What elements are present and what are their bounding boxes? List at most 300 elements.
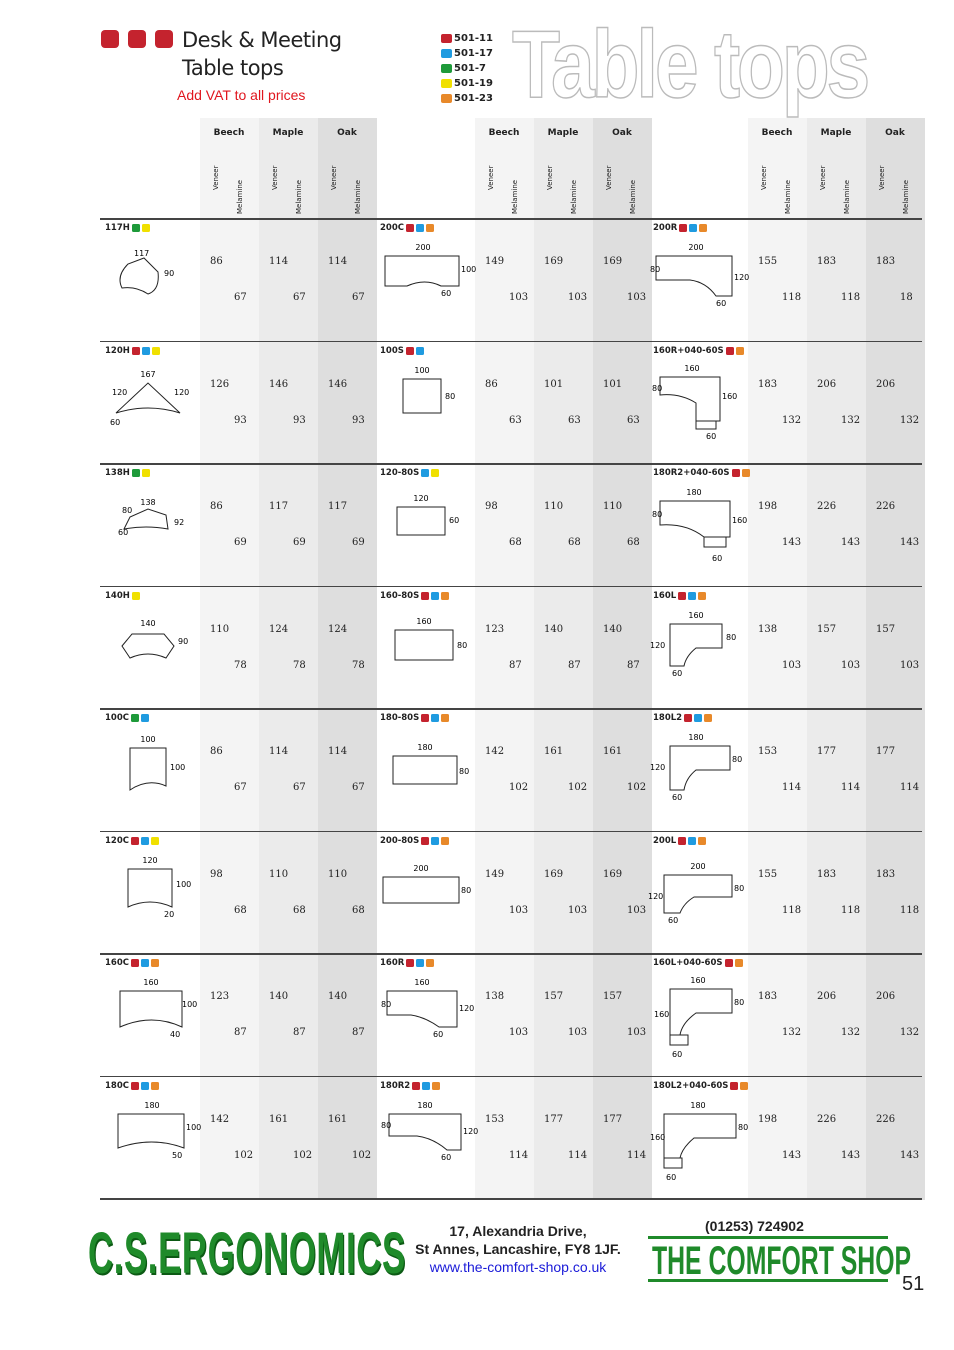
dimension-label: 60 xyxy=(706,431,717,441)
table-shape-diagram xyxy=(377,596,477,696)
veneer-price: 198 xyxy=(758,501,778,512)
veneer-price: 206 xyxy=(876,378,896,390)
finish-header: Veneer xyxy=(271,165,279,190)
melamine-price: 67 xyxy=(293,782,306,793)
product-code-text: 200-80S xyxy=(380,835,420,846)
dimension-label: 60 xyxy=(672,668,683,678)
veneer-price: 226 xyxy=(876,1113,896,1125)
vat-note: Add VAT to all prices xyxy=(177,87,306,103)
dimension-label: 180 xyxy=(690,1100,706,1110)
table-shape-diagram xyxy=(377,228,477,328)
dimension-label: 100 xyxy=(140,735,156,744)
row-divider xyxy=(100,463,922,465)
legend-code: 501-23 xyxy=(454,93,493,104)
shape-cell xyxy=(377,473,477,577)
table-shape-diagram xyxy=(102,228,202,328)
legend-code: 501-17 xyxy=(454,48,493,59)
veneer-price: 153 xyxy=(758,746,778,757)
shape-cell xyxy=(102,718,202,822)
row-divider xyxy=(100,1076,922,1078)
melamine-price: 118 xyxy=(782,904,802,916)
melamine-price: 69 xyxy=(352,537,365,548)
dimension-label: 180 xyxy=(688,733,704,742)
dimension-label: 180 xyxy=(686,488,702,497)
melamine-price: 63 xyxy=(568,414,581,426)
shape-cell xyxy=(650,596,750,700)
page-title: Desk & Meeting Table tops xyxy=(182,28,342,80)
dimension-label: 160 xyxy=(690,976,706,985)
dimension-label: 120 xyxy=(174,387,190,397)
product-code-text: 160-80S xyxy=(380,590,420,601)
melamine-price: 143 xyxy=(782,537,802,548)
product-code-text: 180R2 xyxy=(380,1080,411,1091)
dimension-label: 200 xyxy=(688,243,704,252)
melamine-price: 63 xyxy=(509,414,522,426)
shop-logo: THE COMFORT SHOP xyxy=(648,1236,888,1282)
row-divider xyxy=(100,218,922,220)
shape-cell xyxy=(377,963,477,1067)
legend-item xyxy=(441,61,493,76)
veneer-price: 110 xyxy=(210,623,230,635)
wood-header: Oak xyxy=(337,128,357,138)
veneer-price: 157 xyxy=(876,623,896,635)
melamine-price: 68 xyxy=(293,904,306,916)
shape-cell xyxy=(102,596,202,700)
dimension-label: 120 xyxy=(734,273,750,282)
product-code-text: 160L xyxy=(653,590,677,601)
veneer-price: 161 xyxy=(544,746,564,757)
product-code-text: 100C xyxy=(105,713,129,723)
veneer-price: 177 xyxy=(817,746,837,757)
melamine-price: 143 xyxy=(841,1149,861,1161)
dimension-label: 60 xyxy=(433,1030,444,1039)
veneer-price: 206 xyxy=(817,991,837,1002)
melamine-price: 67 xyxy=(352,782,365,793)
veneer-price: 157 xyxy=(544,991,564,1002)
veneer-price: 206 xyxy=(876,991,896,1002)
shape-cell xyxy=(102,228,202,332)
veneer-price: 142 xyxy=(210,1113,230,1125)
melamine-price: 132 xyxy=(782,1027,802,1038)
dimension-label: 200 xyxy=(690,861,706,871)
veneer-price: 114 xyxy=(328,256,348,267)
veneer-price: 226 xyxy=(876,501,896,512)
melamine-price: 103 xyxy=(627,292,647,303)
melamine-price: 69 xyxy=(234,537,247,548)
dimension-label: 120 xyxy=(413,494,429,503)
veneer-price: 149 xyxy=(485,868,505,880)
dimension-label: 100 xyxy=(186,1122,202,1132)
melamine-price: 67 xyxy=(234,292,247,303)
product-code-text: 117H xyxy=(105,223,130,233)
veneer-price: 198 xyxy=(758,1113,778,1125)
dimension-label: 60 xyxy=(712,554,723,563)
wood-header: Beech xyxy=(488,128,520,138)
table-shape-diagram xyxy=(650,718,750,818)
dimension-label: 100 xyxy=(176,879,192,889)
veneer-price: 157 xyxy=(603,991,623,1002)
legend-code: 501-7 xyxy=(454,63,486,74)
melamine-price: 103 xyxy=(509,904,529,916)
veneer-price: 140 xyxy=(603,623,623,635)
dimension-label: 160 xyxy=(654,1010,670,1019)
dimension-label: 80 xyxy=(461,885,472,895)
veneer-price: 153 xyxy=(485,1113,505,1125)
product-code-text: 138H xyxy=(105,468,130,478)
phone-number: (01253) 724902 xyxy=(705,1218,804,1234)
veneer-price: 86 xyxy=(210,746,223,757)
wood-header: Beech xyxy=(761,128,793,138)
dimension-label: 200 xyxy=(413,863,429,873)
veneer-price: 183 xyxy=(876,256,896,267)
veneer-price: 206 xyxy=(817,378,837,390)
veneer-price: 183 xyxy=(758,378,778,390)
melamine-price: 103 xyxy=(568,1027,588,1038)
dimension-label: 180 xyxy=(144,1100,160,1110)
product-code-text: 100S xyxy=(380,345,404,356)
dimension-label: 80 xyxy=(445,391,456,401)
product-code-text: 180C xyxy=(105,1080,129,1091)
melamine-price: 103 xyxy=(627,904,647,916)
melamine-price: 114 xyxy=(627,1149,647,1161)
finish-header: Melamine xyxy=(236,179,244,214)
dimension-label: 140 xyxy=(140,618,156,628)
product-code-text: 180L2 xyxy=(653,713,683,723)
veneer-price: 169 xyxy=(544,256,564,267)
table-shape-diagram xyxy=(650,1086,750,1186)
dimension-label: 60 xyxy=(666,1172,677,1182)
melamine-price: 103 xyxy=(900,659,920,671)
melamine-price: 114 xyxy=(782,782,802,793)
dimension-label: 60 xyxy=(441,1152,452,1162)
melamine-price: 114 xyxy=(568,1149,588,1161)
dimension-label: 100 xyxy=(182,1000,198,1009)
legend-swatch xyxy=(441,79,452,88)
dimension-label: 80 xyxy=(459,767,470,776)
melamine-price: 102 xyxy=(509,782,529,793)
veneer-price: 157 xyxy=(817,623,837,635)
legend-item xyxy=(441,31,493,46)
table-shape-diagram xyxy=(650,351,750,451)
table-shape-diagram xyxy=(650,473,750,573)
legend-swatch xyxy=(441,64,452,73)
dimension-label: 60 xyxy=(672,793,683,802)
melamine-price: 67 xyxy=(352,292,365,303)
dimension-label: 60 xyxy=(668,915,679,925)
melamine-price: 68 xyxy=(509,537,522,548)
dimension-label: 20 xyxy=(164,909,175,919)
product-code-text: 200C xyxy=(380,223,404,233)
veneer-price: 86 xyxy=(210,501,223,512)
melamine-price: 103 xyxy=(782,659,802,671)
veneer-price: 155 xyxy=(758,256,778,267)
dimension-label: 180 xyxy=(417,1100,433,1110)
dimension-label: 100 xyxy=(414,365,430,375)
dimension-label: 80 xyxy=(734,883,745,893)
melamine-price: 87 xyxy=(293,1027,306,1038)
veneer-price: 126 xyxy=(210,378,230,390)
dimension-label: 50 xyxy=(172,1150,183,1160)
melamine-price: 114 xyxy=(509,1149,529,1161)
melamine-price: 132 xyxy=(782,414,802,426)
dimension-label: 60 xyxy=(110,417,121,427)
shape-cell xyxy=(377,596,477,700)
finish-header: Melamine xyxy=(902,179,910,214)
veneer-price: 114 xyxy=(269,746,289,757)
veneer-price: 117 xyxy=(328,501,348,512)
dimension-label: 92 xyxy=(174,518,185,527)
veneer-price: 155 xyxy=(758,868,778,880)
product-code-text: 120H xyxy=(105,345,130,356)
dimension-label: 80 xyxy=(381,1120,392,1130)
melamine-price: 69 xyxy=(293,537,306,548)
price-table xyxy=(100,118,922,1200)
shape-cell xyxy=(102,473,202,577)
table-shape-diagram xyxy=(102,718,202,818)
veneer-price: 149 xyxy=(485,256,505,267)
veneer-price: 140 xyxy=(544,623,564,635)
dimension-label: 160 xyxy=(416,616,432,626)
melamine-price: 143 xyxy=(900,537,920,548)
melamine-price: 132 xyxy=(900,1027,920,1038)
finish-header: Veneer xyxy=(878,165,886,190)
company-logo: C.S.ERGONOMICS xyxy=(88,1221,406,1286)
dimension-label: 60 xyxy=(118,528,129,537)
veneer-price: 177 xyxy=(876,746,896,757)
shape-cell xyxy=(650,473,750,577)
melamine-price: 87 xyxy=(568,659,581,671)
melamine-price: 118 xyxy=(841,904,861,916)
melamine-price: 78 xyxy=(234,659,247,671)
veneer-price: 146 xyxy=(269,378,289,390)
table-shape-diagram xyxy=(650,963,750,1063)
table-shape-diagram xyxy=(102,473,202,573)
dimension-label: 80 xyxy=(122,506,133,515)
veneer-price: 114 xyxy=(269,256,289,267)
melamine-price: 143 xyxy=(900,1149,920,1161)
wood-column-band xyxy=(200,118,259,1200)
page-number: 51 xyxy=(902,1273,925,1295)
wood-header: Oak xyxy=(612,128,632,138)
shape-cell xyxy=(650,841,750,945)
product-code-text: 160R xyxy=(380,958,405,968)
product-code-text: 160L+040-60S xyxy=(653,958,723,968)
dimension-label: 160 xyxy=(732,516,748,525)
dimension-label: 80 xyxy=(457,640,468,650)
veneer-price: 183 xyxy=(876,868,896,880)
dimension-label: 167 xyxy=(140,369,156,379)
product-code-text: 160C xyxy=(105,958,129,968)
legend-code: 501-19 xyxy=(454,78,493,89)
table-shape-diagram xyxy=(650,596,750,696)
veneer-price: 140 xyxy=(328,991,348,1002)
melamine-price: 118 xyxy=(782,292,802,303)
dimension-label: 80 xyxy=(738,1122,749,1132)
table-shape-diagram xyxy=(102,596,202,696)
dimension-label: 40 xyxy=(170,1030,181,1039)
table-shape-diagram xyxy=(102,841,202,941)
table-shape-diagram xyxy=(650,228,750,328)
wood-column-band xyxy=(259,118,318,1200)
dimension-label: 80 xyxy=(726,632,737,642)
finish-header: Melamine xyxy=(511,179,519,214)
dimension-label: 100 xyxy=(461,265,477,274)
melamine-price: 143 xyxy=(841,537,861,548)
melamine-price: 103 xyxy=(568,292,588,303)
table-shape-diagram xyxy=(650,841,750,941)
veneer-price: 161 xyxy=(603,746,623,757)
shape-cell xyxy=(377,1086,477,1190)
veneer-price: 86 xyxy=(210,256,223,267)
melamine-price: 93 xyxy=(293,414,306,426)
shape-cell xyxy=(102,841,202,945)
header-square-1 xyxy=(101,30,119,48)
product-code-text: 180R2+040-60S xyxy=(653,468,730,478)
table-shape-diagram xyxy=(102,351,202,451)
melamine-price: 63 xyxy=(627,414,640,426)
row-divider xyxy=(100,953,922,955)
melamine-price: 93 xyxy=(352,414,365,426)
veneer-price: 177 xyxy=(603,1113,623,1125)
melamine-price: 103 xyxy=(841,659,861,671)
veneer-price: 86 xyxy=(485,378,498,390)
dimension-label: 120 xyxy=(463,1126,479,1136)
big-title: Table tops xyxy=(512,11,867,118)
veneer-price: 140 xyxy=(269,991,289,1002)
product-code-text: 180L2+040-60S xyxy=(653,1080,729,1091)
melamine-price: 78 xyxy=(352,659,365,671)
veneer-price: 161 xyxy=(328,1113,348,1125)
shape-cell xyxy=(650,351,750,455)
finish-header: Veneer xyxy=(819,165,827,190)
veneer-price: 138 xyxy=(485,991,505,1002)
veneer-price: 124 xyxy=(269,623,289,635)
table-shape-diagram xyxy=(377,963,477,1063)
melamine-price: 132 xyxy=(900,414,920,426)
finish-header: Veneer xyxy=(546,165,554,190)
wood-header: Maple xyxy=(820,128,852,138)
dimension-label: 80 xyxy=(734,998,745,1007)
melamine-price: 103 xyxy=(509,292,529,303)
finish-header: Melamine xyxy=(784,179,792,214)
finish-header: Melamine xyxy=(354,179,362,214)
melamine-price: 93 xyxy=(234,414,247,426)
veneer-price: 138 xyxy=(758,623,778,635)
veneer-price: 110 xyxy=(603,501,623,512)
veneer-price: 183 xyxy=(758,991,778,1002)
dimension-label: 100 xyxy=(170,763,186,772)
shape-cell xyxy=(377,351,477,455)
finish-header: Veneer xyxy=(330,165,338,190)
table-shape-diagram xyxy=(102,1086,202,1186)
melamine-price: 118 xyxy=(900,904,920,916)
row-divider xyxy=(100,586,922,588)
wood-header: Maple xyxy=(547,128,579,138)
veneer-price: 110 xyxy=(544,501,564,512)
row-divider xyxy=(100,708,922,710)
product-code-text: 200R xyxy=(653,223,678,233)
melamine-price: 87 xyxy=(509,659,522,671)
melamine-price: 114 xyxy=(841,782,861,793)
dimension-label: 80 xyxy=(650,265,661,274)
melamine-price: 114 xyxy=(900,782,920,793)
wood-header: Oak xyxy=(885,128,905,138)
dimension-label: 160 xyxy=(688,610,704,620)
table-shape-diagram xyxy=(377,841,477,941)
finish-header: Melamine xyxy=(295,179,303,214)
melamine-price: 102 xyxy=(627,782,647,793)
dimension-label: 200 xyxy=(415,243,431,252)
dimension-label: 117 xyxy=(134,249,150,258)
veneer-price: 98 xyxy=(485,501,498,512)
melamine-price: 118 xyxy=(841,292,861,303)
address-block: 17, Alexandria Drive, St Annes, Lancashire, FY8 1JF. www.the-comfort-shop.co.uk xyxy=(415,1223,621,1275)
melamine-price: 68 xyxy=(568,537,581,548)
melamine-price: 87 xyxy=(352,1027,365,1038)
veneer-price: 98 xyxy=(210,868,223,880)
legend-item xyxy=(441,76,493,91)
dimension-label: 60 xyxy=(716,299,727,308)
shape-cell xyxy=(102,1086,202,1190)
table-shape-diagram xyxy=(377,1086,477,1186)
row-divider xyxy=(100,341,922,343)
melamine-price: 132 xyxy=(841,414,861,426)
dimension-label: 120 xyxy=(459,1004,475,1013)
melamine-price: 87 xyxy=(627,659,640,671)
dimension-label: 160 xyxy=(722,391,738,401)
veneer-price: 183 xyxy=(817,868,837,880)
legend-swatch xyxy=(441,94,452,103)
legend-swatch xyxy=(441,49,452,58)
table-shape-diagram xyxy=(377,718,477,818)
veneer-price: 183 xyxy=(817,256,837,267)
melamine-price: 68 xyxy=(627,537,640,548)
melamine-price: 103 xyxy=(509,1027,529,1038)
dimension-label: 60 xyxy=(449,516,460,525)
finish-header: Melamine xyxy=(843,179,851,214)
melamine-price: 102 xyxy=(568,782,588,793)
legend-swatch xyxy=(441,34,452,43)
melamine-price: 68 xyxy=(234,904,247,916)
dimension-label: 120 xyxy=(650,640,666,650)
veneer-price: 169 xyxy=(544,868,564,880)
dimension-label: 90 xyxy=(164,269,175,278)
website-link[interactable]: www.the-comfort-shop.co.uk xyxy=(429,1259,607,1275)
shape-cell xyxy=(377,841,477,945)
product-code-text: 160R+040-60S xyxy=(653,345,724,356)
shape-cell xyxy=(650,718,750,822)
dimension-label: 160 xyxy=(143,978,159,987)
header-square-2 xyxy=(128,30,146,48)
legend-item xyxy=(441,91,493,106)
veneer-price: 101 xyxy=(603,378,623,390)
row-divider xyxy=(100,1198,922,1200)
finish-header: Melamine xyxy=(629,179,637,214)
dimension-label: 80 xyxy=(652,383,663,393)
melamine-price: 102 xyxy=(293,1149,313,1161)
row-divider xyxy=(100,831,922,833)
table-shape-diagram xyxy=(377,473,477,573)
melamine-price: 103 xyxy=(627,1027,647,1038)
melamine-price: 143 xyxy=(782,1149,802,1161)
dimension-label: 180 xyxy=(417,743,433,752)
dimension-label: 160 xyxy=(414,978,430,987)
veneer-price: 117 xyxy=(269,501,289,512)
melamine-price: 78 xyxy=(293,659,306,671)
dimension-label: 80 xyxy=(732,755,743,764)
melamine-price: 18 xyxy=(900,292,913,303)
veneer-price: 142 xyxy=(485,746,505,757)
